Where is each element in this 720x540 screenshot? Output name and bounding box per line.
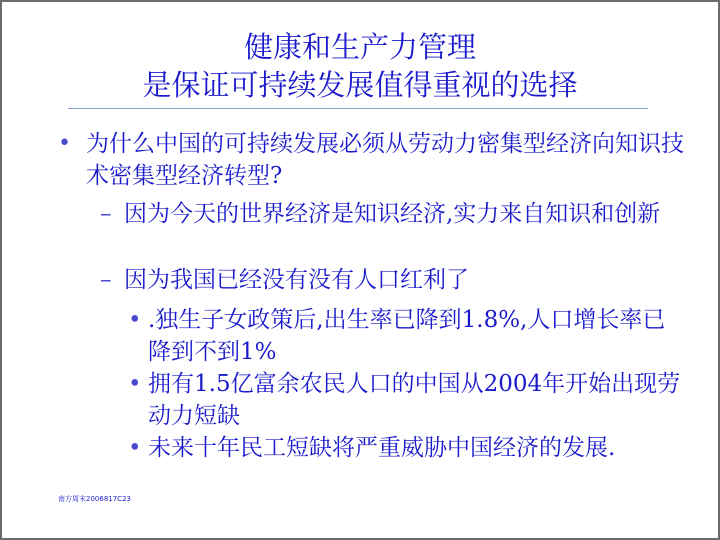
title-line-2: 是保证可持续发展值得重视的选择 (142, 68, 578, 102)
title-divider (68, 108, 648, 109)
source-footnote: 南方周末2006817C23 (58, 495, 131, 503)
bullet-text: 拥有1.5亿富余农民人口的中国从2004年开始出现劳动力短缺 (148, 371, 681, 429)
bullet-text: 因为我国已经没有没有人口红利了 (124, 267, 469, 293)
bullet-item-6 (128, 432, 688, 464)
bullet-text: 为什么中国的可持续发展必须从劳动力密集型经济向知识技术密集型经济转型? (86, 131, 684, 189)
bullet-marker: • (128, 435, 142, 461)
bullet-text: 因为今天的世界经济是知识经济,实力来自知识和创新 (124, 201, 661, 227)
bullet-text: 未来十年民工短缺将严重威胁中国经济的发展. (148, 435, 616, 461)
bullet-text: .独生子女政策后,出生率已降到1.8%,人口增长率已降到不到1% (148, 307, 666, 365)
slide-title (2, 28, 718, 104)
bullet-marker: • (128, 307, 142, 333)
dash-marker: – (100, 267, 112, 293)
bullet-item-3 (100, 264, 684, 296)
bullet-item-2 (100, 198, 684, 230)
title-line-1: 健康和生产力管理 (243, 30, 476, 64)
dash-marker: – (100, 201, 112, 227)
bullet-marker: • (58, 131, 71, 156)
bullet-item-5 (128, 368, 688, 432)
bullet-item-4 (128, 304, 688, 368)
bullet-item-1 (58, 128, 686, 192)
bullet-marker: • (128, 371, 142, 397)
